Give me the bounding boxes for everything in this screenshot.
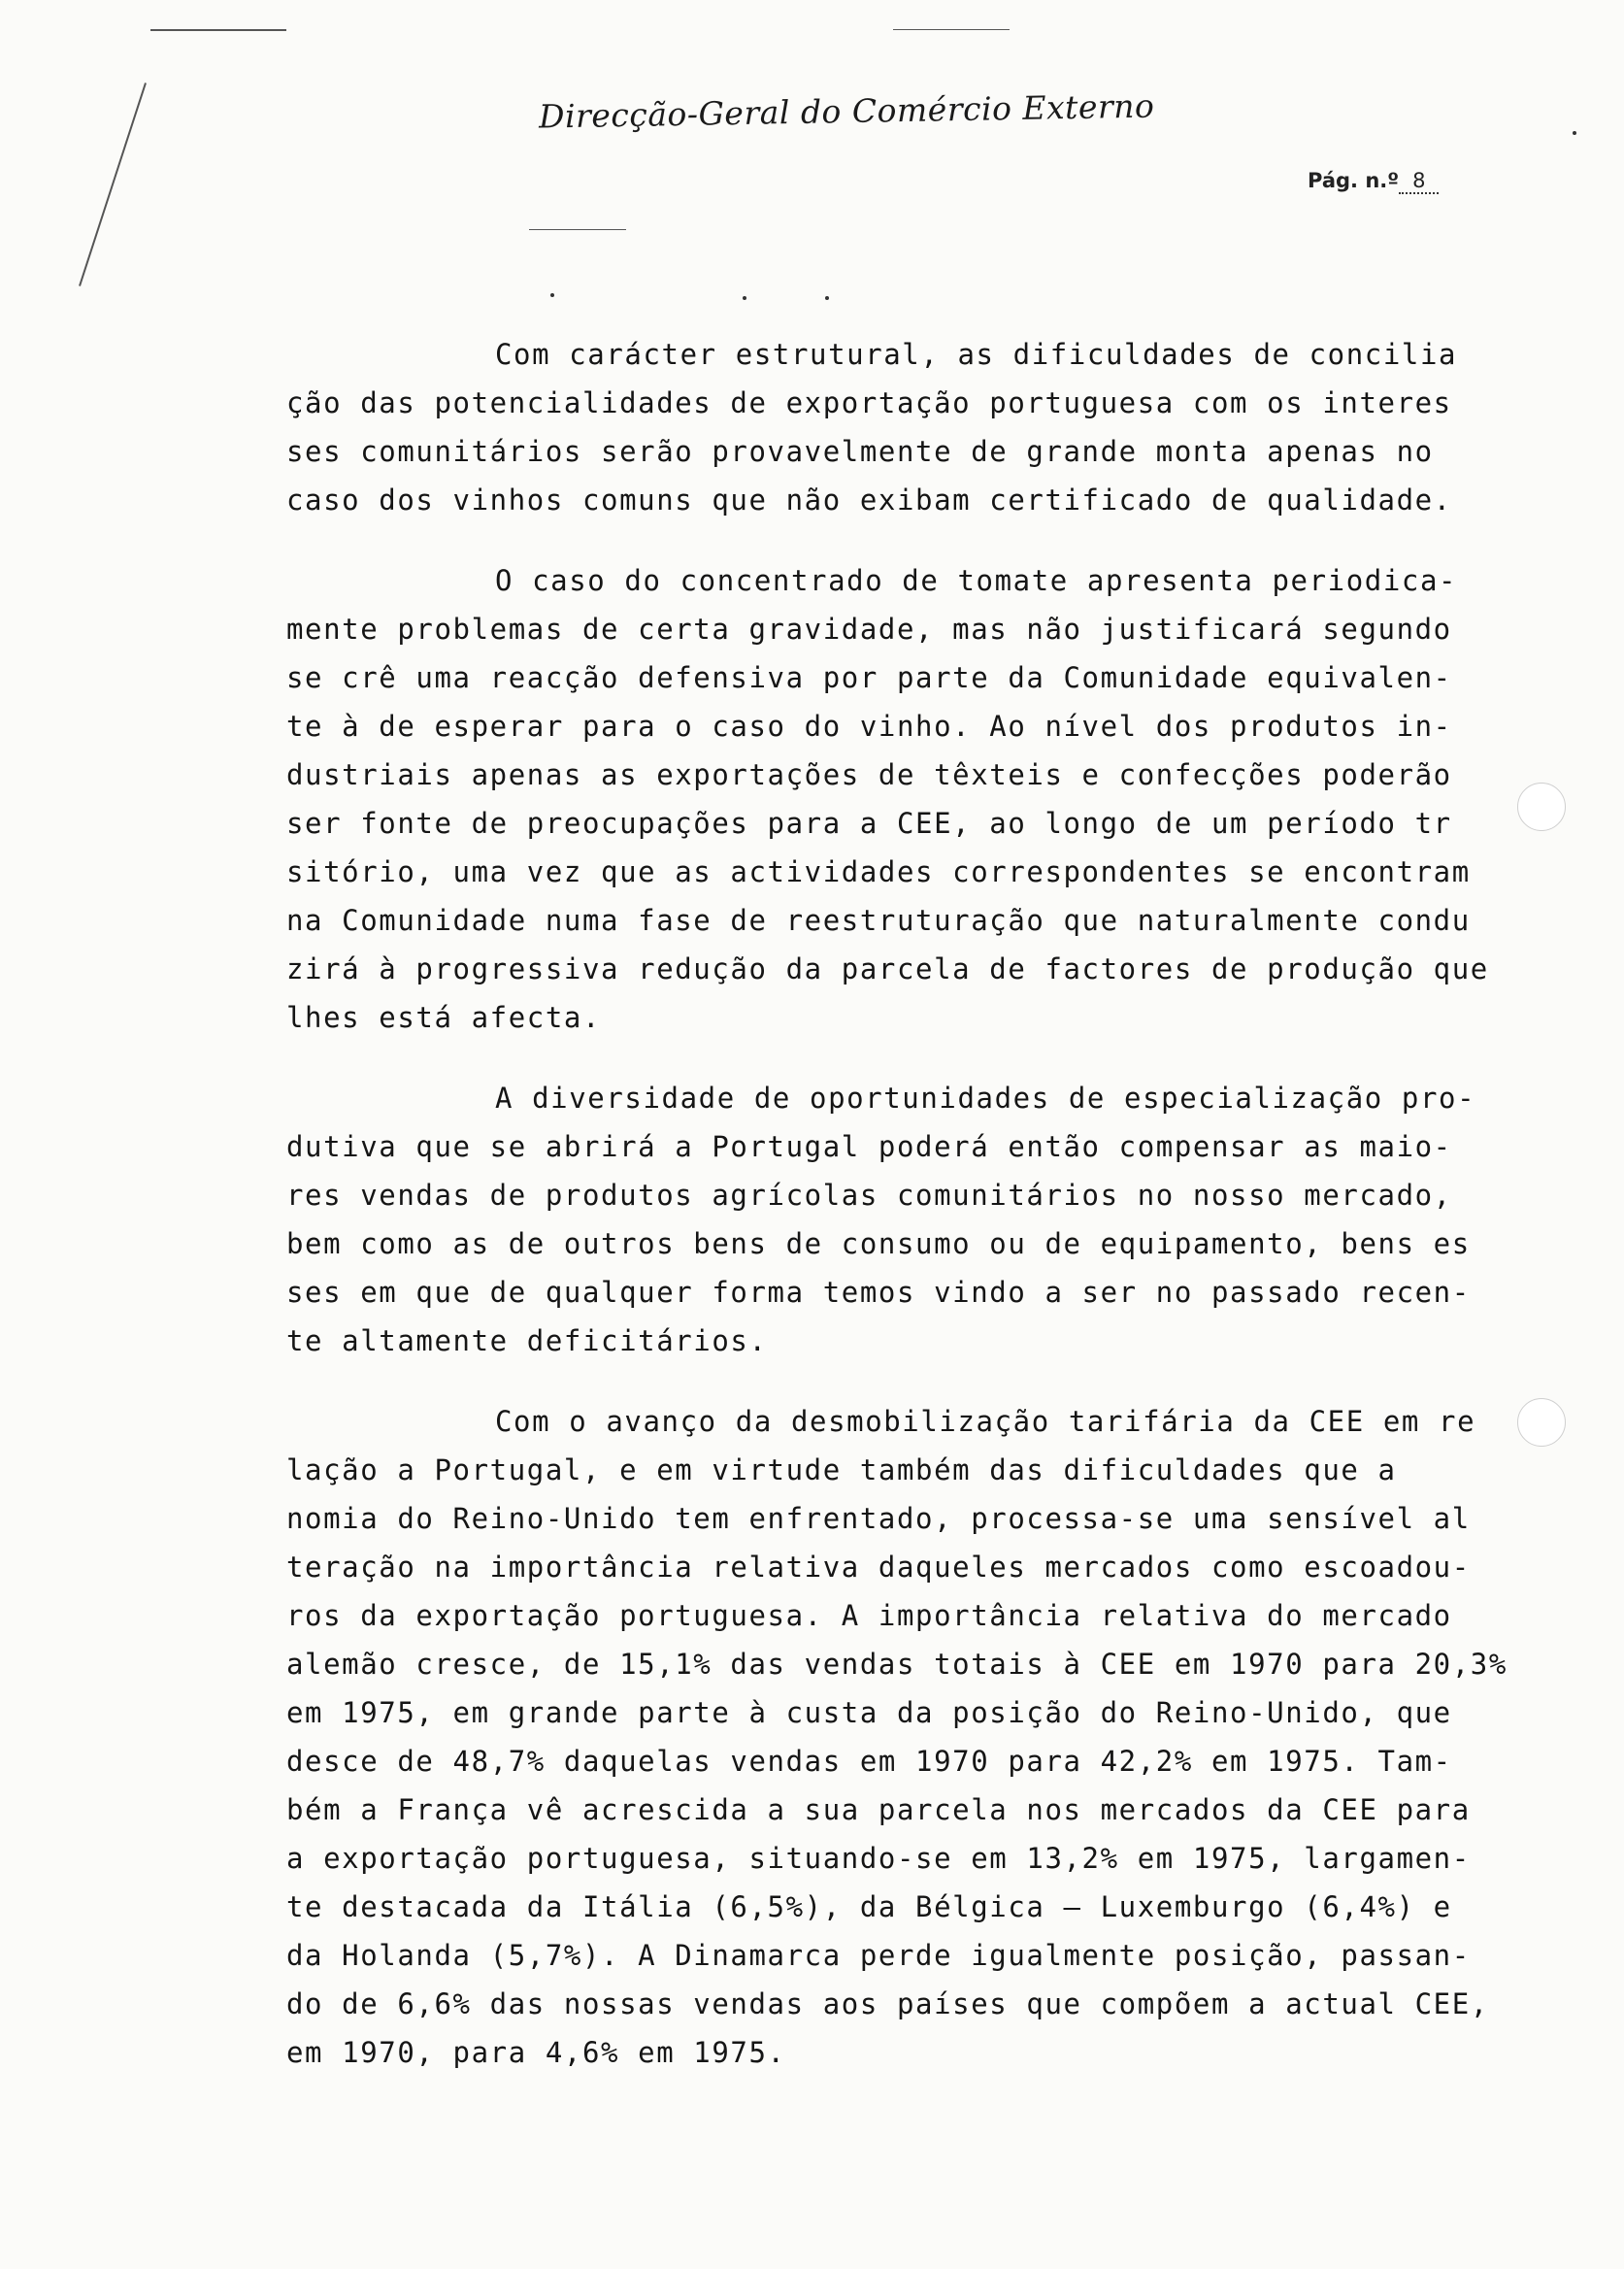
text-line: caso dos vinhos comuns que não exibam certificado de qualidade.	[286, 484, 1452, 517]
paragraph-gap	[286, 1365, 1577, 1397]
scan-mark	[79, 83, 147, 286]
speck	[550, 293, 554, 297]
text-line: O caso do concentrado de tomate apresenta periodica-	[495, 564, 1458, 597]
paragraph	[286, 556, 1577, 1042]
text-line: bem como as de outros bens de consumo ou de equipamento, bens es	[286, 1227, 1471, 1260]
text-line: ses comunitários serão provavelmente de grande monta apenas no	[286, 435, 1434, 468]
text-line: ção das potencialidades de exportação portuguesa com os interes	[286, 386, 1452, 419]
paragraph	[286, 1397, 1577, 2077]
paragraph	[286, 330, 1577, 524]
body-text	[286, 330, 1577, 2077]
scan-mark	[529, 229, 626, 230]
letterhead-title: Direcção-Geral do Comércio Externo	[538, 86, 1155, 136]
text-line: zirá à progressiva redução da parcela de factores de produção que	[286, 952, 1489, 985]
page-number-label	[1308, 169, 1439, 192]
punch-hole	[1517, 783, 1566, 831]
text-line: na Comunidade numa fase de reestruturação que naturalmente condu	[286, 904, 1471, 937]
text-line: A diversidade de oportunidades de especialização pro-	[495, 1082, 1476, 1115]
paragraph-gap	[286, 524, 1577, 556]
text-line: alemão cresce, de 15,1% das vendas totais à CEE em 1970 para 20,3%	[286, 1648, 1508, 1681]
text-line: ros da exportação portuguesa. A importância relativa do mercado	[286, 1599, 1452, 1632]
text-line: do de 6,6% das nossas vendas aos países que compõem a actual CEE,	[286, 1987, 1489, 2020]
text-line: te à de esperar para o caso do vinho. Ao nível dos produtos in-	[286, 710, 1452, 743]
speck	[743, 296, 746, 300]
paragraph-gap	[286, 1042, 1577, 1074]
text-line: ses em que de qualquer forma temos vindo a ser no passado recen-	[286, 1276, 1471, 1309]
paragraph	[286, 1074, 1577, 1365]
text-line: res vendas de produtos agrícolas comunitários no nosso mercado,	[286, 1179, 1452, 1212]
text-line: Com carácter estrutural, as dificuldades de concilia	[495, 338, 1458, 371]
text-line: dustriais apenas as exportações de têxteis e confecções poderão	[286, 758, 1452, 791]
page-number: 8	[1399, 169, 1439, 194]
text-line: dutiva que se abrirá a Portugal poderá então compensar as maio-	[286, 1130, 1452, 1163]
punch-hole	[1517, 1398, 1566, 1447]
text-line: Com o avanço da desmobilização tarifária da CEE em re	[495, 1405, 1476, 1438]
scan-mark	[893, 29, 1010, 30]
speck	[1573, 131, 1576, 135]
text-line: teração na importância relativa daqueles mercados como escoadou-	[286, 1551, 1471, 1584]
text-line: bém a França vê acrescida a sua parcela nos mercados da CEE para	[286, 1793, 1471, 1826]
text-line: se crê uma reacção defensiva por parte da Comunidade equivalen-	[286, 661, 1452, 694]
text-line: ser fonte de preocupações para a CEE, ao longo de um período tr	[286, 807, 1452, 840]
text-line: em 1970, para 4,6% em 1975.	[286, 2036, 786, 2069]
text-line: a exportação portuguesa, situando-se em 13,2% em 1975, largamen-	[286, 1842, 1471, 1875]
page-label: Pág. n.º	[1308, 169, 1400, 192]
text-line: lação a Portugal, e em virtude também das dificuldades que a	[286, 1453, 1397, 1486]
text-line: em 1975, em grande parte à custa da posição do Reino-Unido, que	[286, 1696, 1452, 1729]
text-line: te altamente deficitários.	[286, 1324, 768, 1357]
scan-mark	[150, 29, 286, 31]
text-line: nomia do Reino-Unido tem enfrentado, processa-se uma sensível al	[286, 1502, 1471, 1535]
text-line: sitório, uma vez que as actividades correspondentes se encontram	[286, 855, 1471, 888]
text-line: da Holanda (5,7%). A Dinamarca perde igualmente posição, passan-	[286, 1939, 1471, 1972]
text-line: te destacada da Itália (6,5%), da Bélgica — Luxemburgo (6,4%) e	[286, 1890, 1452, 1923]
text-line: desce de 48,7% daquelas vendas em 1970 para 42,2% em 1975. Tam-	[286, 1745, 1452, 1778]
text-line: mente problemas de certa gravidade, mas não justificará segundo	[286, 613, 1452, 646]
text-line: lhes está afecta.	[286, 1001, 602, 1034]
speck	[825, 296, 829, 300]
